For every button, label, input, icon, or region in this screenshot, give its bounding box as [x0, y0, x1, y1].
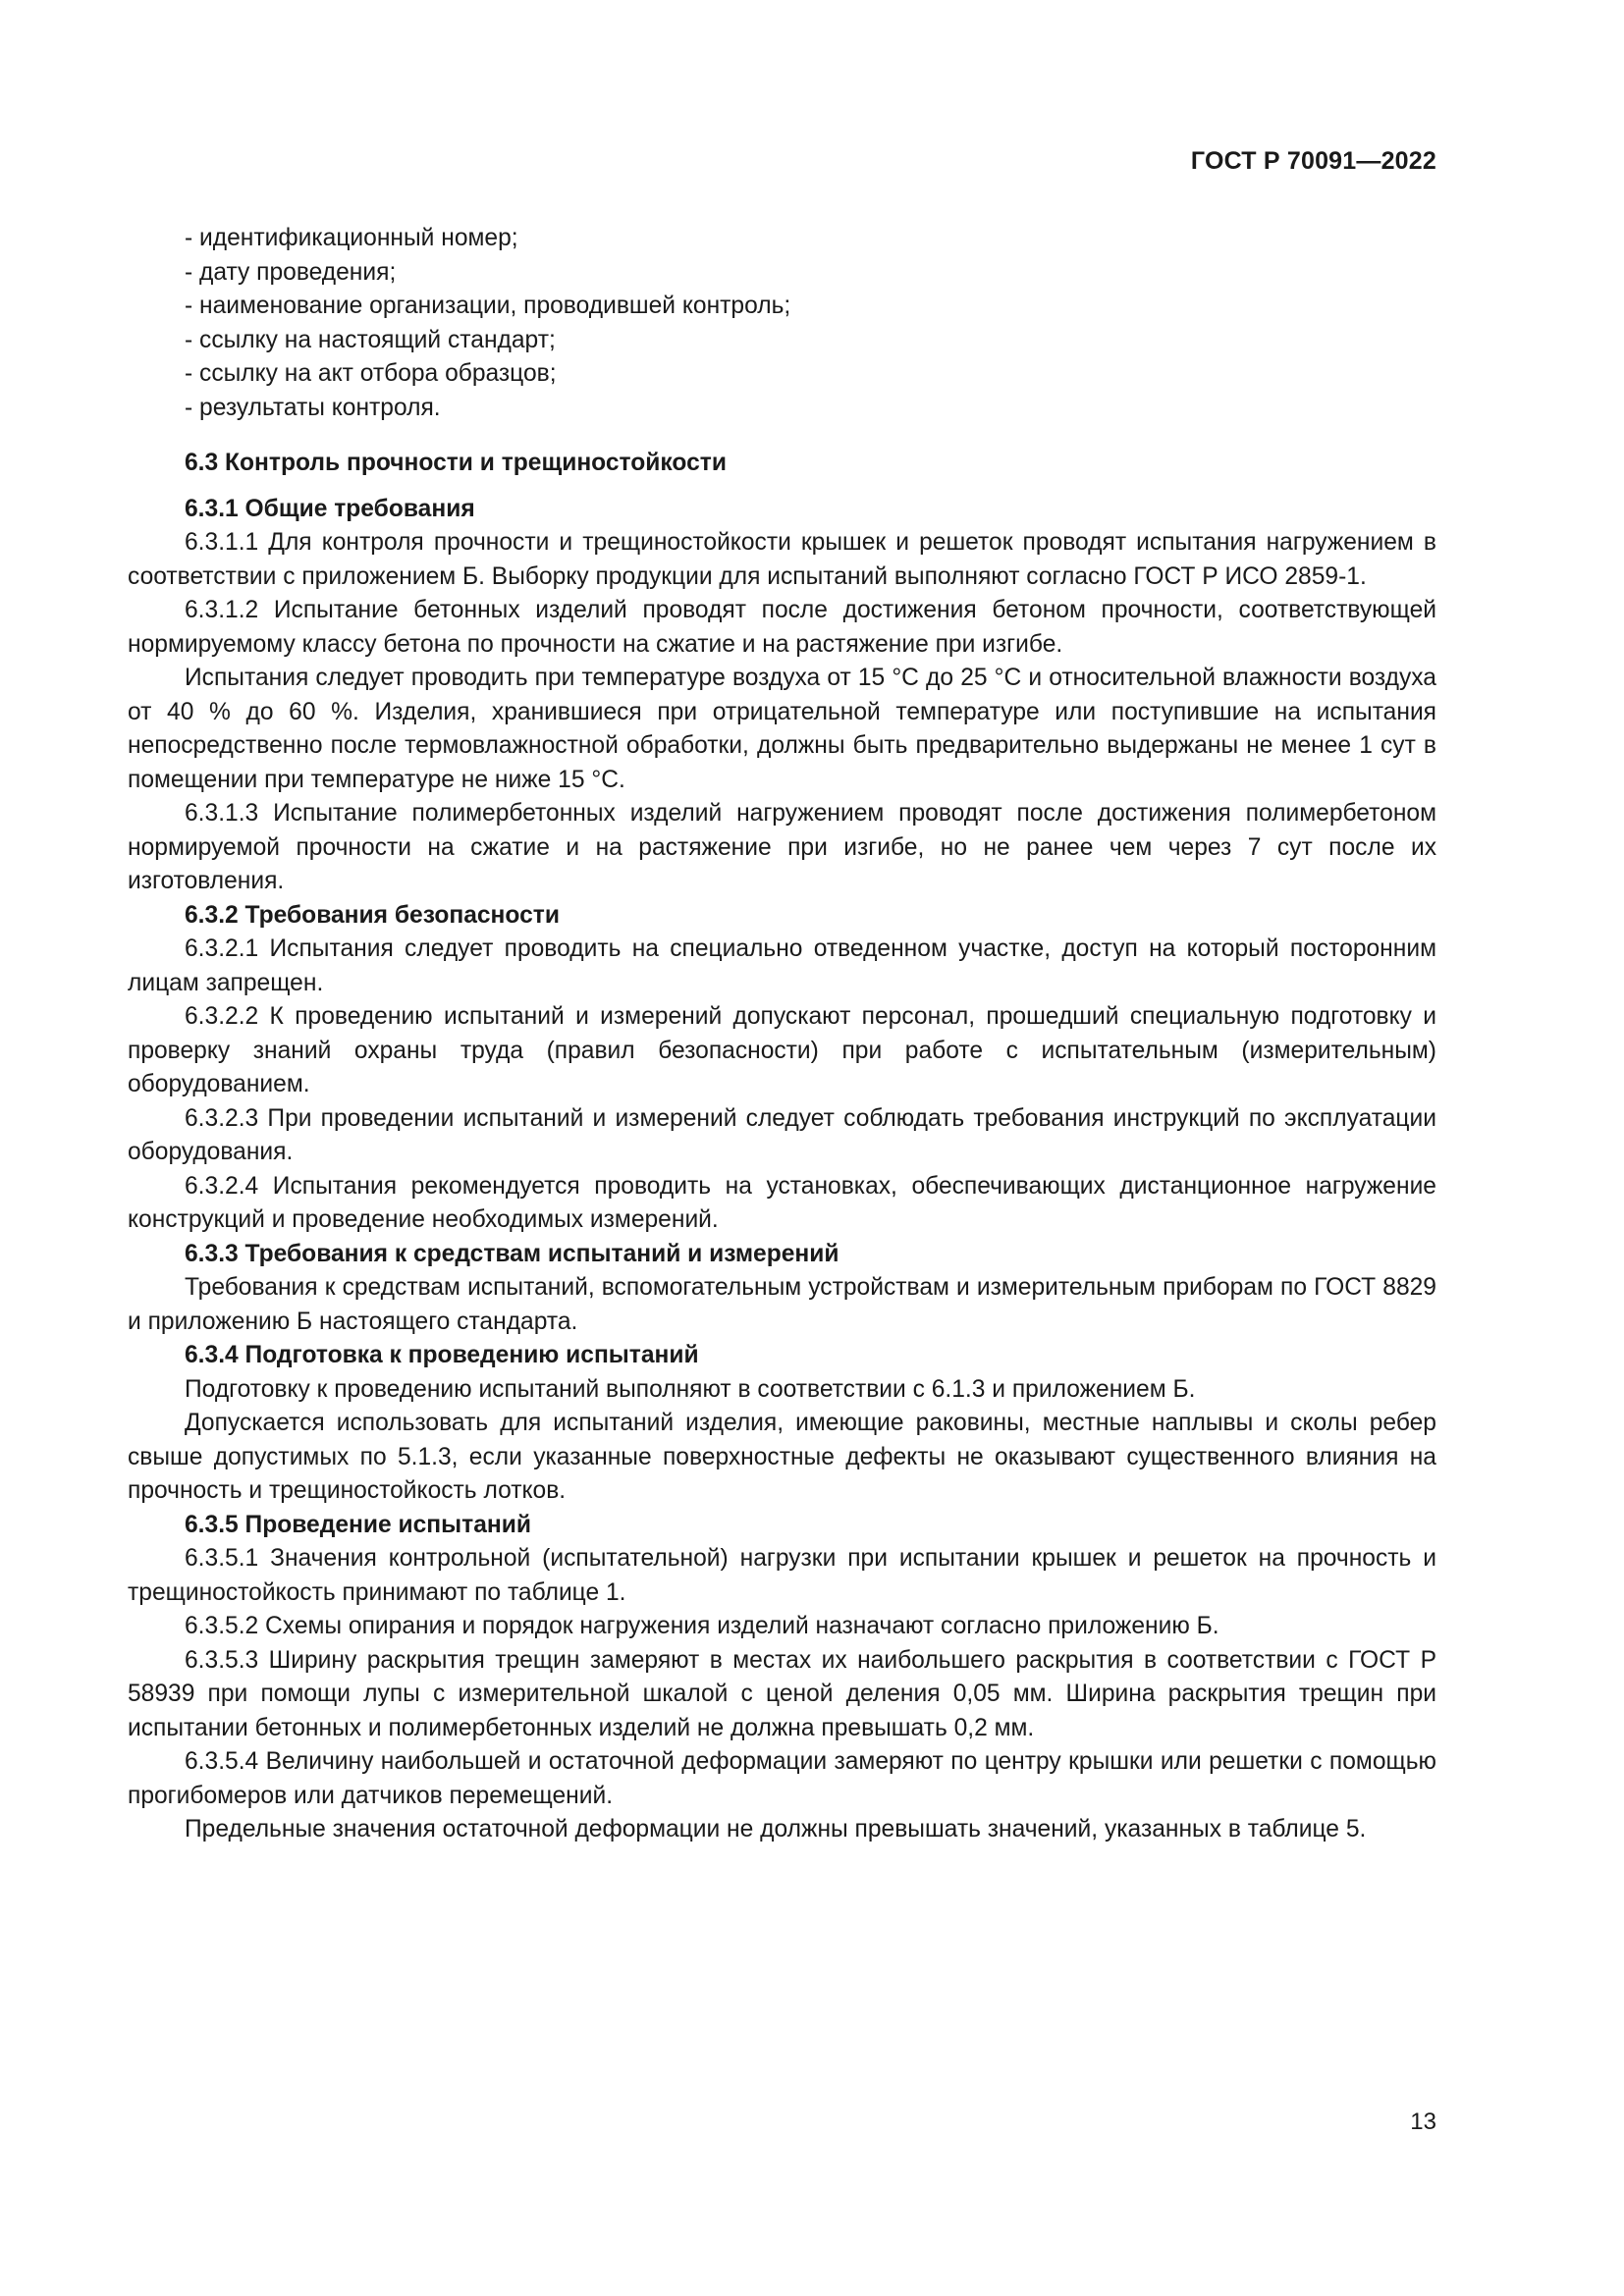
subsection-heading-6-3-4: 6.3.4 Подготовка к проведению испытаний	[185, 1342, 699, 1368]
subsection-heading-6-3-5: 6.3.5 Проведение испытаний	[185, 1511, 531, 1538]
subsection-heading-6-3-1: 6.3.1 Общие требования	[185, 495, 475, 522]
page-number: 13	[1410, 2109, 1436, 2135]
list-item: - ссылку на акт отбора образцов;	[185, 360, 557, 387]
report-contents-list	[128, 222, 1436, 425]
paragraph-6-3-1-2: 6.3.1.2 Испытание бетонных изделий проводят после достижения бетоном прочности, соответствующей нормируемому классу бетона по прочности на сжатие и на растяжение при изгибе.	[128, 597, 1436, 658]
list-item: - наименование организации, проводившей контроль;	[185, 293, 791, 319]
paragraph-6-3-5-2: 6.3.5.2 Схемы опирания и порядок нагружения изделий назначают согласно приложению Б.	[185, 1613, 1219, 1639]
paragraph-6-3-5-1: 6.3.5.1 Значения контрольной (испытательной) нагрузки при испытании крышек и решеток на прочность и трещиностойкость принимают по таблице 1.	[128, 1545, 1436, 1606]
subsection-heading-6-3-3: 6.3.3 Требования к средствам испытаний и измерений	[185, 1240, 839, 1267]
list-item: - результаты контроля.	[185, 394, 441, 421]
paragraph-deformation-limits: Предельные значения остаточной деформации не должны превышать значений, указанных в таблице 5.	[185, 1816, 1367, 1842]
document-code-header: ГОСТ Р 70091—2022	[1190, 147, 1436, 175]
list-item: - ссылку на настоящий стандарт;	[185, 326, 556, 353]
paragraph-6-3-4-defects: Допускается использовать для испытаний изделия, имеющие раковины, местные наплывы и сколы ребер свыше допустимых по 5.1.3, если указанные поверхностные дефекты не оказывают существенного влияния на прочность и трещиностойкость лотков.	[128, 1410, 1436, 1504]
paragraph-6-3-2-2: 6.3.2.2 К проведению испытаний и измерений допускают персонал, прошедший специальную подготовку и проверку знаний охраны труда (правил безопасности) при работе с испытательным (измерительным) оборудованием.	[128, 1003, 1436, 1097]
subsection-heading-6-3-2: 6.3.2 Требования безопасности	[185, 901, 560, 929]
list-item: - идентификационный номер;	[185, 225, 518, 251]
paragraph-6-3-2-1: 6.3.2.1 Испытания следует проводить на специально отведенном участке, доступ на который посторонним лицам запрещен.	[128, 935, 1436, 996]
section-heading-6-3: 6.3 Контроль прочности и трещиностойкости	[185, 450, 727, 476]
paragraph-6-3-2-3: 6.3.2.3 При проведении испытаний и измерений следует соблюдать требования инструкций по эксплуатации оборудования.	[128, 1104, 1436, 1165]
paragraph-6-3-2-4: 6.3.2.4 Испытания рекомендуется проводить на установках, обеспечивающих дистанционное нагружение конструкций и проведение необходимых измерений.	[128, 1172, 1436, 1233]
paragraph-6-3-3: Требования к средствам испытаний, вспомогательным устройствам и измерительным приборам по ГОСТ 8829 и приложению Б настоящего стандарта.	[128, 1274, 1436, 1335]
paragraph-test-conditions: Испытания следует проводить при температуре воздуха от 15 °C до 25 °C и относительной влажности воздуха от 40 % до 60 %. Изделия, хранившиеся при отрицательной температуре или поступившие на испытания непосредственно после термовлажностной обработки, должны быть предварительно выдержаны не менее 1 сут в помещении при температуре не ниже 15 °C.	[128, 665, 1436, 793]
list-item: - дату проведения;	[185, 258, 397, 286]
paragraph-6-3-1-1: 6.3.1.1 Для контроля прочности и трещиностойкости крышек и решеток проводят испытания нагружением в соответствии с приложением Б. Выборку продукции для испытаний выполняют согласно ГОСТ Р ИСО 2859-1.	[128, 529, 1436, 590]
page-body	[128, 222, 1436, 1847]
paragraph-6-3-4-preparation: Подготовку к проведению испытаний выполняют в соответствии с 6.1.3 и приложением Б.	[185, 1375, 1196, 1403]
paragraph-6-3-5-3: 6.3.5.3 Ширину раскрытия трещин замеряют в местах их наибольшего раскрытия в соответствии с ГОСТ Р 58939 при помощи лупы с измерительной шкалой с ценой деления 0,05 мм. Ширина раскрытия трещин при испытании бетонных и полимербетонных изделий не должна превышать 0,2 мм.	[128, 1646, 1436, 1741]
paragraph-6-3-1-3: 6.3.1.3 Испытание полимербетонных изделий нагружением проводят после достижения полимербетоном нормируемой прочности на сжатие и на растяжение при изгибе, но не ранее чем через 7 сут после их изготовления.	[128, 800, 1436, 894]
paragraph-6-3-5-4: 6.3.5.4 Величину наибольшей и остаточной деформации замеряют по центру крышки или решетки с помощью прогибомеров или датчиков перемещений.	[128, 1748, 1436, 1809]
